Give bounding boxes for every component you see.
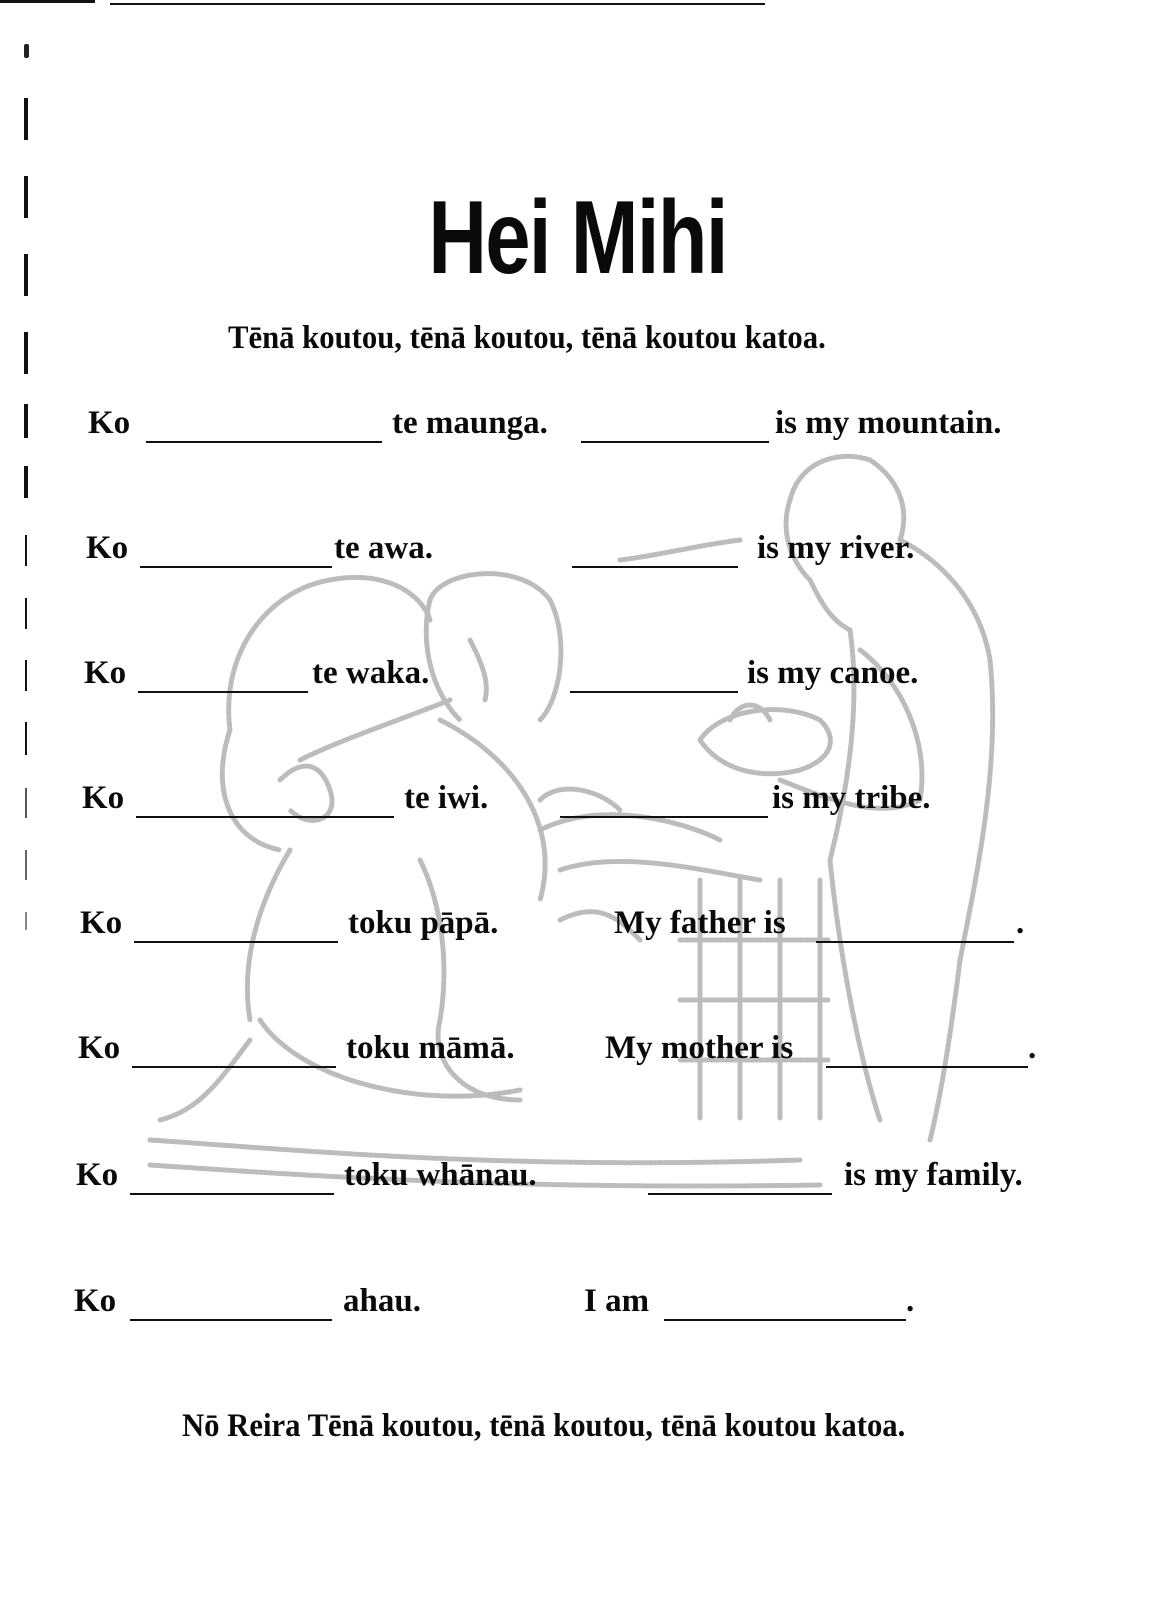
english-prefix: My mother is xyxy=(605,1030,794,1066)
english-suffix: is my mountain. xyxy=(775,405,1002,441)
scan-edge-line xyxy=(110,3,765,5)
maori-prefix: Ko xyxy=(88,405,131,441)
binding-hole-mark xyxy=(24,254,28,296)
english-blank[interactable] xyxy=(560,780,768,818)
binding-hole-mark xyxy=(24,176,28,218)
closing-line: Nō Reira Tēnā koutou, tēnā koutou, tēnā koutou katoa. xyxy=(182,1408,906,1444)
english-end: . xyxy=(1016,905,1025,941)
english-end: . xyxy=(1028,1030,1037,1066)
english-blank[interactable] xyxy=(816,905,1014,943)
english-prefix: My father is xyxy=(614,905,786,941)
maori-suffix: te awa. xyxy=(334,530,433,566)
maori-suffix: te waka. xyxy=(312,655,430,691)
maori-prefix: Ko xyxy=(86,530,129,566)
maori-prefix: Ko xyxy=(76,1157,119,1193)
greeting-line: Tēnā koutou, tēnā koutou, tēnā koutou katoa. xyxy=(228,320,826,356)
fill-in-row-self xyxy=(0,1283,1164,1333)
maori-blank[interactable] xyxy=(140,530,332,568)
maori-blank[interactable] xyxy=(146,405,382,443)
english-suffix: is my river. xyxy=(757,530,915,566)
maori-blank[interactable] xyxy=(132,1030,336,1068)
maori-suffix: te iwi. xyxy=(404,780,489,816)
binding-hole-mark xyxy=(25,850,27,880)
english-suffix: is my tribe. xyxy=(772,780,931,816)
maori-blank[interactable] xyxy=(134,905,338,943)
maori-blank[interactable] xyxy=(136,780,394,818)
maori-blank[interactable] xyxy=(138,655,308,693)
binding-hole-mark xyxy=(24,332,28,374)
maori-suffix: te maunga. xyxy=(392,405,548,441)
fill-in-row-mountain xyxy=(0,405,1164,455)
scan-speck xyxy=(24,44,29,58)
english-blank[interactable] xyxy=(570,655,738,693)
maori-suffix: toku pāpā. xyxy=(348,905,499,941)
maori-suffix: toku māmā. xyxy=(346,1030,515,1066)
fill-in-row-canoe xyxy=(0,655,1164,705)
english-blank[interactable] xyxy=(572,530,738,568)
binding-hole-mark xyxy=(24,466,28,498)
fill-in-row-river xyxy=(0,530,1164,580)
fill-in-row-family xyxy=(0,1157,1164,1207)
maori-prefix: Ko xyxy=(84,655,127,691)
maori-suffix: toku whānau. xyxy=(344,1157,537,1193)
page-title: Hei Mihi xyxy=(428,180,727,296)
fill-in-row-mother xyxy=(0,1030,1164,1080)
maori-prefix: Ko xyxy=(78,1030,121,1066)
binding-hole-mark xyxy=(24,98,28,140)
binding-hole-mark xyxy=(25,598,27,629)
english-suffix: is my canoe. xyxy=(747,655,919,691)
fill-in-row-tribe xyxy=(0,780,1164,830)
scan-edge-line xyxy=(0,0,95,3)
maori-prefix: Ko xyxy=(82,780,125,816)
fill-in-row-father xyxy=(0,905,1164,955)
maori-blank[interactable] xyxy=(130,1157,334,1195)
english-prefix: I am xyxy=(584,1283,650,1319)
english-end: . xyxy=(906,1283,915,1319)
english-suffix: is my family. xyxy=(844,1157,1023,1193)
maori-blank[interactable] xyxy=(130,1283,332,1321)
maori-prefix: Ko xyxy=(74,1283,117,1319)
english-blank[interactable] xyxy=(664,1283,906,1321)
english-blank[interactable] xyxy=(826,1030,1028,1068)
english-blank[interactable] xyxy=(581,405,769,443)
binding-hole-mark xyxy=(25,722,27,755)
maori-prefix: Ko xyxy=(80,905,123,941)
english-blank[interactable] xyxy=(648,1157,832,1195)
maori-suffix: ahau. xyxy=(343,1283,421,1319)
